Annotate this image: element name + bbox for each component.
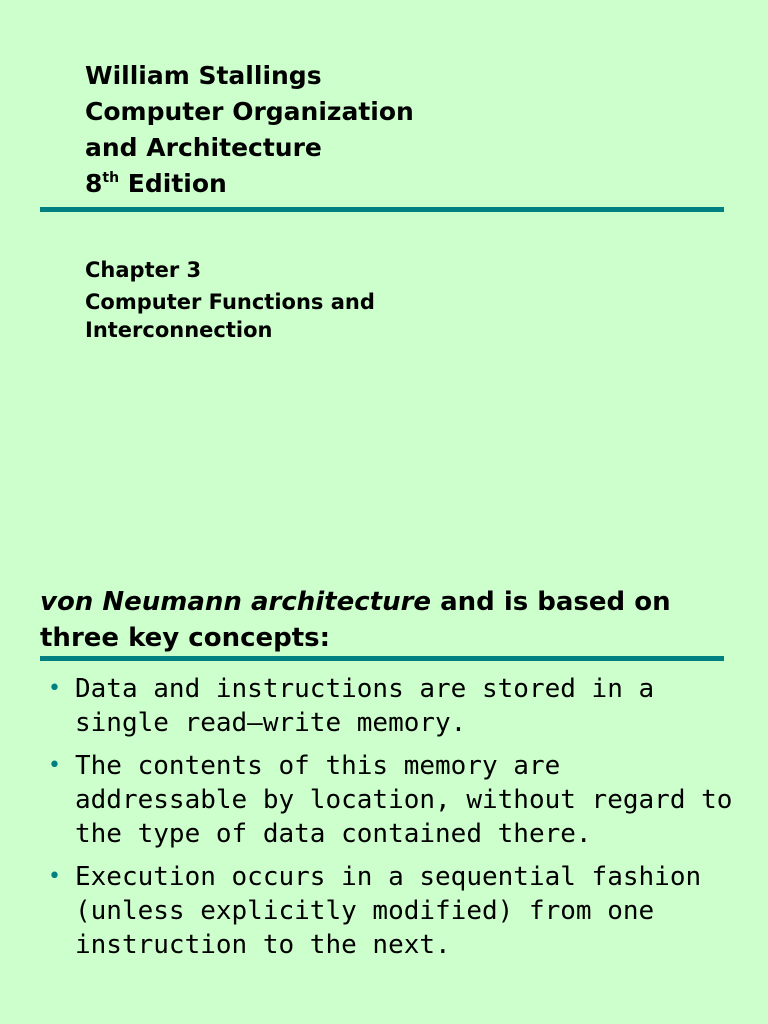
book-title bbox=[85, 58, 414, 206]
list-item bbox=[48, 672, 738, 740]
bullet-dot-icon: • bbox=[48, 864, 61, 889]
list-item-text: Data and instructions are stored in a single read–write memory. bbox=[75, 674, 655, 738]
bullet-dot-icon: • bbox=[48, 753, 61, 778]
title-divider bbox=[40, 207, 724, 212]
chapter-title: Computer Functions and Interconnection bbox=[85, 290, 375, 342]
chapter-number: Chapter 3 bbox=[85, 258, 202, 282]
concepts-slide bbox=[0, 512, 768, 1024]
book-title-line-1: Computer Organization bbox=[85, 97, 414, 126]
list-item bbox=[48, 749, 738, 851]
heading-rest: and is based on three key concepts: bbox=[40, 587, 671, 653]
list-item-text: The contents of this memory are addressable by location, without regard to the type of data contained there. bbox=[75, 751, 733, 849]
edition-number: 8 bbox=[85, 169, 103, 198]
bullet-dot-icon: • bbox=[48, 676, 61, 701]
edition-line bbox=[85, 166, 414, 206]
heading-italic: von Neumann architecture bbox=[40, 587, 432, 617]
edition-suffix: th bbox=[102, 170, 120, 186]
book-title-line-2: and Architecture bbox=[85, 133, 322, 162]
author-name: William Stallings bbox=[85, 61, 322, 90]
slide-heading bbox=[40, 584, 730, 656]
list-item bbox=[48, 860, 738, 962]
list-item-text: Execution occurs in a sequential fashion (unless explicitly modified) from one instruction to the next. bbox=[75, 862, 702, 960]
concept-list bbox=[48, 672, 738, 971]
chapter-info bbox=[85, 256, 505, 344]
heading-divider bbox=[40, 656, 724, 661]
edition-word: Edition bbox=[119, 169, 227, 198]
